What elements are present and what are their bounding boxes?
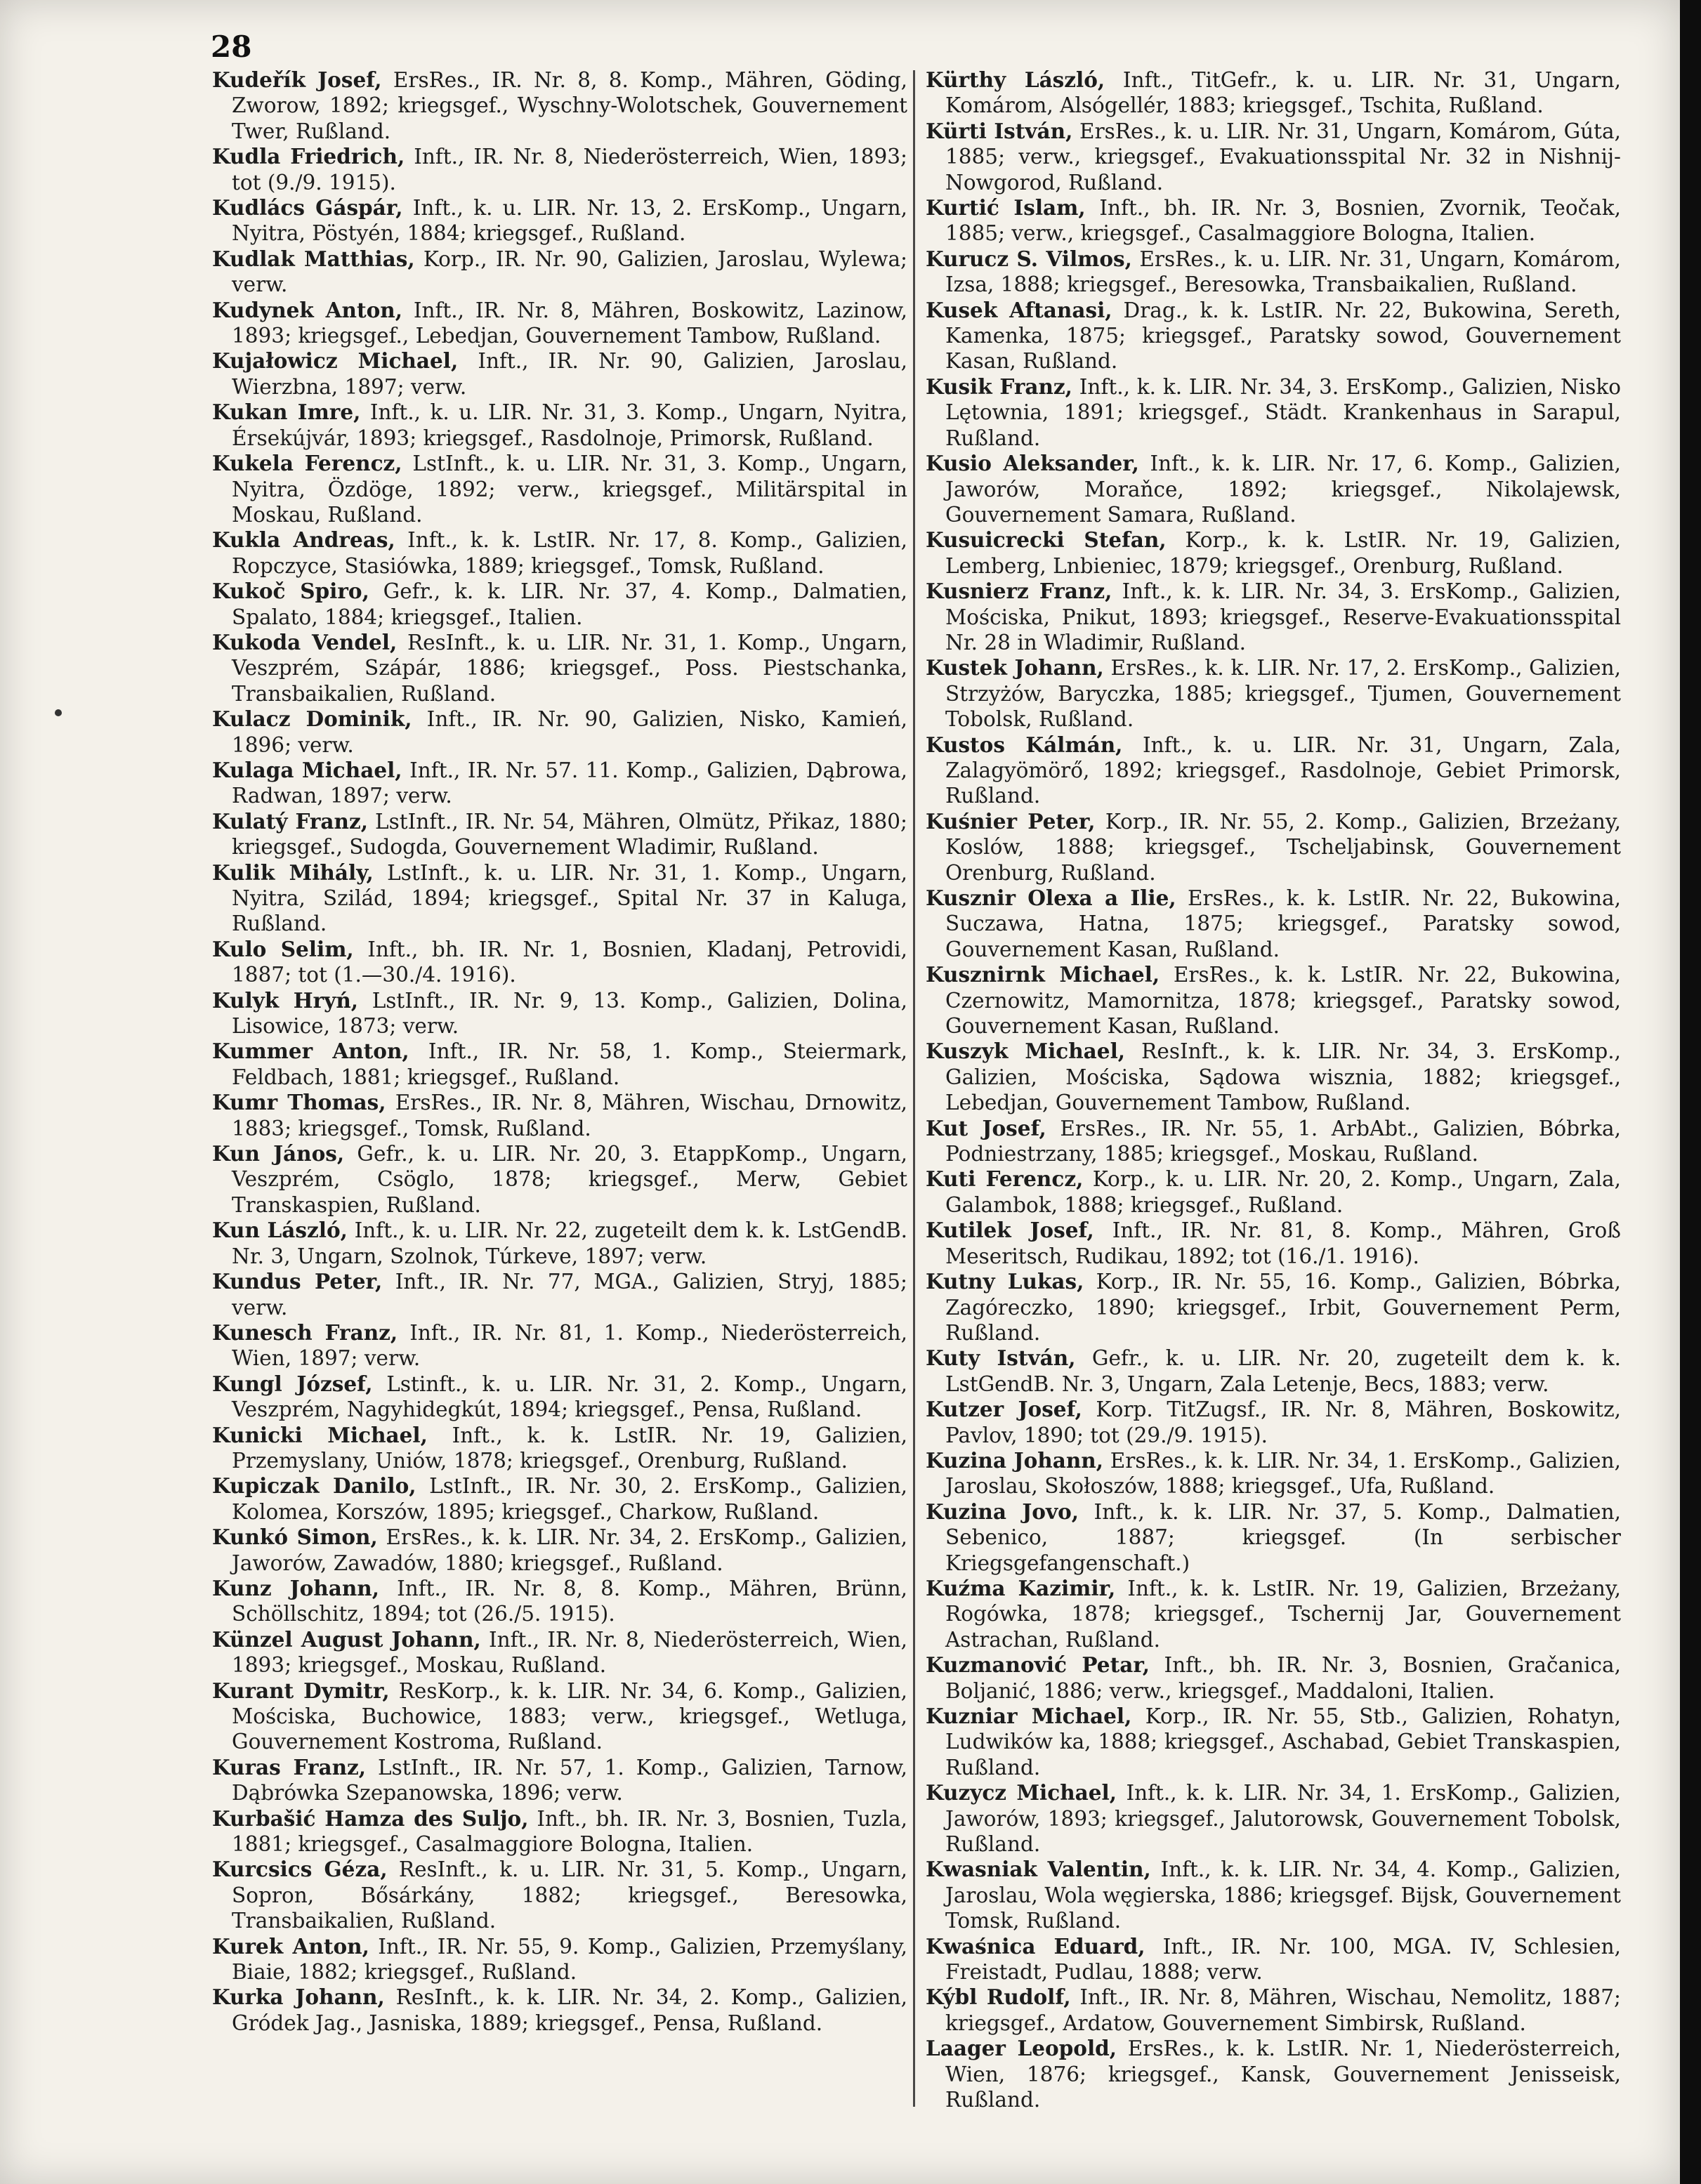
entry-name: Kustek Johann, <box>926 655 1104 680</box>
entry-name: Kwaśnica Eduard, <box>926 1933 1145 1959</box>
entry-name: Kujałowicz Michael, <box>212 348 459 374</box>
entry-details: ErsRes., IR. Nr. 55, 1. ArbAbt., Galizien, Bóbrka, Podniestrzany, 1885; kriegsgef., Moskau, Rußland. <box>945 1116 1621 1166</box>
entry-name: Kudlács Gáspár, <box>212 195 403 221</box>
entry-name: Kudla Friedrich, <box>212 144 405 169</box>
list-entry <box>926 1397 1621 1448</box>
entry-name: Kurucz S. Vilmos, <box>926 246 1132 271</box>
list-entry <box>926 451 1621 527</box>
entry-name: Kukla Andreas, <box>212 527 395 553</box>
list-entry <box>926 962 1621 1039</box>
entry-details: Inft., IR. Nr. 77, MGA., Galizien, Stryj, 1885; verw. <box>232 1270 907 1320</box>
list-entry <box>212 1218 907 1269</box>
list-entry <box>926 1448 1621 1499</box>
list-entry <box>212 809 907 860</box>
entry-name: Kurant Dymitr, <box>212 1678 390 1703</box>
entry-details: ErsRes., k. u. LIR. Nr. 31, Ungarn, Komárom, Gúta, 1885; verw., kriegsgef., Evakuationsspital Nr. 32 in Nishnij-Nowgorod, Rußland. <box>945 119 1621 195</box>
list-entry <box>212 1269 907 1320</box>
entry-details: Inft., IR. Nr. 100, MGA. IV, Schlesien, Freistadt, Pudlau, 1888; verw. <box>945 1934 1622 1985</box>
entry-name: Kurka Johann, <box>212 1985 385 2010</box>
entry-name: Kuźma Kazimir, <box>926 1575 1116 1600</box>
list-entry <box>212 400 907 451</box>
list-entry <box>212 451 907 527</box>
list-entry <box>926 1780 1621 1857</box>
left-column <box>212 67 907 2036</box>
list-entry <box>926 1346 1621 1397</box>
entry-name: Kun László, <box>212 1218 348 1243</box>
entry-details: ResInft., k. u. LIR. Nr. 31, 5. Komp., Ungarn, Sopron, Bősárkány, 1882; kriegsgef., Beresowka, Transbaikalien, Rußland. <box>232 1857 907 1933</box>
entry-details: ErsRes., k. k. LstIR. Nr. 22, Bukowina, Czernowitz, Mamornitza, 1878; kriegsgef., Paratsky sowod, Gouvernement Kasan, Rußland. <box>945 963 1621 1039</box>
entry-details: Inft., IR. Nr. 8, Mähren, Boskowitz, Lazinow, 1893; kriegsgef., Lebedjan, Gouvernement Tambow, Rußland. <box>232 298 907 348</box>
entry-name: Kurbašić Hamza des Suljo, <box>212 1805 529 1831</box>
entry-name: Kulik Mihály, <box>212 860 374 885</box>
entry-name: Kuzmanović Petar, <box>926 1652 1150 1678</box>
entry-name: Kunkó Simon, <box>212 1525 378 1550</box>
entry-details: Korp., IR. Nr. 55, 16. Komp., Galizien, Bóbrka, Zagóreczko, 1890; kriegsgef., Irbit, Gouvernement Perm, Rußland. <box>945 1270 1621 1345</box>
entry-details: ErsRes., k. k. LIR. Nr. 17, 2. ErsKomp., Galizien, Strzyżów, Baryczka, 1885; kriegsgef., Tjumen, Gouvernement Tobolsk, Rußland. <box>945 656 1621 732</box>
entry-name: Kuzina Jovo, <box>926 1499 1079 1524</box>
list-entry <box>212 195 907 246</box>
entry-details: Korp., k. u. LIR. Nr. 20, 2. Komp., Ungarn, Zala, Galambok, 1888; kriegsgef., Rußland. <box>945 1167 1621 1217</box>
entry-details: ErsRes., k. k. LstIR. Nr. 1, Niederösterreich, Wien, 1876; kriegsgef., Kansk, Gouvernement Jenisseisk, Rußland. <box>945 2037 1621 2112</box>
entry-name: Kustos Kálmán, <box>926 732 1123 757</box>
entry-details: Inft., k. u. LIR. Nr. 31, Ungarn, Zala, Zalagyömörő, 1892; kriegsgef., Rasdolnoje, Gebiet Primorsk, Rußland. <box>945 732 1621 808</box>
list-entry <box>926 732 1621 809</box>
entry-details: Inft., k. k. LIR. Nr. 34, 4. Komp., Galizien, Jaroslau, Wola węgierska, 1886; kriegsgef. Bijsk, Gouvernement Tomsk, Rußland. <box>945 1857 1621 1933</box>
entry-details: Inft., IR. Nr. 57. 11. Komp., Galizien, Dąbrowa, Radwan, 1897; verw. <box>232 758 907 808</box>
entry-name: Kuty István, <box>926 1346 1076 1371</box>
list-entry <box>212 860 907 937</box>
entry-details: Inft., IR. Nr. 90, Galizien, Jaroslau, Wierzbna, 1897; verw. <box>232 349 907 399</box>
entry-name: Kusek Aftanasi, <box>926 297 1112 322</box>
entry-details: Inft., k. u. LIR. Nr. 31, 3. Komp., Ungarn, Nyitra, Érsekújvár, 1893; kriegsgef., Rasdolnoje, Primorsk, Rußland. <box>232 400 907 450</box>
entry-details: ErsRes., k. u. LIR. Nr. 31, Ungarn, Komárom, Izsa, 1888; kriegsgef., Beresowka, Transbaikalien, Rußland. <box>945 246 1621 297</box>
entry-details: Korp., IR. Nr. 90, Galizien, Jaroslau, Wylewa; verw. <box>232 246 907 297</box>
list-entry <box>212 1627 907 1678</box>
entry-name: Kungl József, <box>212 1371 373 1396</box>
entry-name: Kýbl Rudolf, <box>926 1985 1071 2010</box>
list-entry <box>926 246 1621 298</box>
list-entry <box>926 1166 1621 1218</box>
list-entry <box>926 1934 1621 1985</box>
entry-details: Inft., IR. Nr. 90, Galizien, Nisko, Kamień, 1896; verw. <box>232 707 907 757</box>
entry-name: Kulo Selim, <box>212 936 354 961</box>
entry-name: Kunz Johann, <box>212 1575 379 1600</box>
entry-name: Kuśnier Peter, <box>926 808 1096 834</box>
entry-details: Korp., k. k. LstIR. Nr. 19, Galizien, Lemberg, Lnbieniec, 1879; kriegsgef., Orenburg, Rußland. <box>945 528 1621 578</box>
list-entry <box>926 579 1621 655</box>
entry-details: Inft., IR. Nr. 58, 1. Komp., Steiermark, Feldbach, 1881; kriegsgef., Rußland. <box>232 1039 907 1089</box>
entry-name: Kuzina Johann, <box>926 1447 1103 1473</box>
entry-name: Kurek Anton, <box>212 1933 369 1959</box>
entry-details: ResKorp., k. k. LIR. Nr. 34, 6. Komp., Galizien, Mościska, Buchowice, 1883; verw., kriegsgef., Wetluga, Gouvernement Kostroma, Rußland. <box>232 1678 907 1754</box>
entry-name: Kwasniak Valentin, <box>926 1857 1151 1882</box>
list-entry <box>212 1423 907 1474</box>
entry-details: Inft., IR. Nr. 8, Niederösterreich, Wien, 1893; tot (9./9. 1915). <box>232 145 907 195</box>
entry-details: Inft., bh. IR. Nr. 3, Bosnien, Gračanica, Boljanić, 1886; verw., kriegsgef., Maddaloni, Italien. <box>945 1653 1621 1703</box>
list-entry <box>926 1857 1621 1933</box>
entry-details: Inft., IR. Nr. 55, 9. Komp., Galizien, Przemyślany, Biaie, 1882; kriegsgef., Rußland. <box>232 1934 907 1985</box>
list-entry <box>926 67 1621 119</box>
entry-name: Kudeřík Josef, <box>212 67 382 92</box>
page-number: 28 <box>211 29 252 64</box>
entry-details: Inft., bh. IR. Nr. 3, Bosnien, Zvornik, Teočak, 1885; verw., kriegsgef., Casalmaggiore Bologna, Italien. <box>945 196 1622 246</box>
entry-details: LstInft., k. u. LIR. Nr. 31, 3. Komp., Ungarn, Nyitra, Özdöge, 1892; verw., kriegsgef., Militärspital in Moskau, Rußland. <box>232 452 907 527</box>
entry-details: ResInft., k. u. LIR. Nr. 31, 1. Komp., Ungarn, Veszprém, Szápár, 1886; kriegsgef., Poss. Piestschanka, Transbaikalien, Rußland. <box>232 630 907 706</box>
entry-details: LstInft., IR. Nr. 54, Mähren, Olmütz, Přikaz, 1880; kriegsgef., Sudogda, Gouvernement Wladimir, Rußland. <box>232 809 907 860</box>
entry-details: Inft., k. u. LIR. Nr. 13, 2. ErsKomp., Ungarn, Nyitra, Pöstyén, 1884; kriegsgef., Rußland. <box>232 196 907 246</box>
entry-name: Kuras Franz, <box>212 1754 367 1780</box>
entry-name: Kukela Ferencz, <box>212 451 402 476</box>
entry-name: Kukoč Spiro, <box>212 579 369 604</box>
list-entry <box>926 374 1621 451</box>
entry-details: Gefr., k. u. LIR. Nr. 20, 3. EtappKomp., Ungarn, Veszprém, Csöglo, 1878; kriegsgef., Merw, Gebiet Transkaspien, Rußland. <box>232 1142 907 1217</box>
list-entry <box>212 1678 907 1755</box>
list-entry <box>926 1218 1621 1269</box>
entry-name: Laager Leopold, <box>926 2036 1117 2061</box>
entry-name: Kulatý Franz, <box>212 808 368 834</box>
entry-details: LstInft., k. u. LIR. Nr. 31, 1. Komp., Ungarn, Nyitra, Szilád, 1894; kriegsgef., Spital Nr. 37 in Kaluga, Rußland. <box>232 860 907 936</box>
entry-name: Kusnierz Franz, <box>926 579 1112 604</box>
list-entry <box>212 67 907 144</box>
entry-name: Kuzniar Michael, <box>926 1704 1132 1728</box>
entry-details: Inft., bh. IR. Nr. 3, Bosnien, Tuzla, 1881; kriegsgef., Casalmaggiore Bologna, Italien. <box>232 1806 908 1857</box>
entry-name: Kutilek Josef, <box>926 1218 1094 1243</box>
entry-name: Kusik Franz, <box>926 374 1072 399</box>
entry-details: ErsRes., IR. Nr. 8, Mähren, Wischau, Drnowitz, 1883; kriegsgef., Tomsk, Rußland. <box>232 1091 908 1140</box>
entry-details: Inft., k. k. LIR. Nr. 34, 3. ErsKomp., Galizien, Nisko Lętownia, 1891; kriegsgef., Städt. Krankenhaus in Sarapul, Rußland. <box>945 374 1621 450</box>
entry-details: Inft., k. k. LIR. Nr. 34, 3. ErsKomp., Galizien, Mościska, Pnikut, 1893; kriegsgef., Reserve-Evakuationsspital Nr. 28 in Wladimir, Rußland. <box>945 579 1621 654</box>
list-entry <box>926 1704 1621 1780</box>
entry-name: Kudlak Matthias, <box>212 246 415 271</box>
entry-name: Kusznir Olexa a Ilie, <box>926 886 1176 910</box>
entry-name: Kürti István, <box>926 118 1073 143</box>
list-entry <box>212 988 907 1039</box>
list-entry <box>926 1499 1621 1576</box>
list-entry <box>212 1039 907 1090</box>
entry-name: Kuzycz Michael, <box>926 1780 1117 1805</box>
entry-details: Drag., k. k. LstIR. Nr. 22, Bukowina, Sereth, Kamenka, 1875; kriegsgef., Paratsky sowod, Gouvernement Kasan, Rußland. <box>945 298 1622 374</box>
entry-details: ErsRes., k. k. LIR. Nr. 34, 2. ErsKomp., Galizien, Jaworów, Zawadów, 1880; kriegsgef., Rußland. <box>232 1525 907 1575</box>
entry-name: Kukoda Vendel, <box>212 629 398 654</box>
list-entry <box>212 1576 907 1627</box>
entry-name: Kummer Anton, <box>212 1039 409 1064</box>
entry-details: Lstinft., k. u. LIR. Nr. 31, 2. Komp., Ungarn, Veszprém, Nagyhidegkút, 1894; kriegsgef., Pensa, Rußland. <box>232 1371 907 1422</box>
list-entry <box>212 758 907 809</box>
entry-name: Kuti Ferencz, <box>926 1166 1084 1192</box>
list-entry <box>212 579 907 630</box>
entry-name: Kutzer Josef, <box>926 1397 1082 1422</box>
entry-name: Kürthy László, <box>926 67 1105 92</box>
list-entry <box>212 1806 907 1857</box>
entry-name: Kun János, <box>212 1141 345 1166</box>
list-entry <box>212 1141 907 1218</box>
entry-details: Inft., k. k. LstIR. Nr. 19, Galizien, Brzeżany, Rogówka, 1878; kriegsgef., Tschernij Jar, Gouvernement Astrachan, Rußland. <box>945 1576 1621 1652</box>
entry-name: Kulaga Michael, <box>212 757 402 782</box>
list-entry <box>212 246 907 298</box>
scan-edge <box>1680 0 1701 2184</box>
list-entry <box>926 119 1621 195</box>
list-entry <box>926 195 1621 246</box>
entry-name: Kurcsics Géza, <box>212 1857 388 1882</box>
entry-details: ErsRes., IR. Nr. 8, 8. Komp., Mähren, Göding, Zworow, 1892; kriegsgef., Wyschny-Wolotschek, Gouvernement Twer, Rußland. <box>232 68 907 143</box>
entry-name: Kumr Thomas, <box>212 1090 386 1115</box>
entry-name: Kutny Lukas, <box>926 1269 1084 1294</box>
entry-details: LstInft., IR. Nr. 30, 2. ErsKomp., Galizien, Kolomea, Korszów, 1895; kriegsgef., Charkow, Rußland. <box>232 1474 907 1524</box>
list-entry <box>926 298 1621 374</box>
entry-name: Kut Josef, <box>926 1115 1046 1140</box>
list-entry <box>926 1652 1621 1704</box>
list-entry <box>212 937 907 988</box>
list-entry <box>926 527 1621 579</box>
column-divider <box>913 70 915 2107</box>
list-entry <box>212 527 907 579</box>
list-entry <box>926 1985 1621 2036</box>
entry-details: Korp., IR. Nr. 55, 2. Komp., Galizien, Brzeżany, Koslów, 1888; kriegsgef., Tscheljabinsk, Gouvernement Orenburg, Rußland. <box>945 809 1621 885</box>
entry-name: Kurtić Islam, <box>926 195 1086 221</box>
list-entry <box>926 1576 1621 1652</box>
list-entry <box>212 1090 907 1141</box>
list-entry <box>926 655 1621 732</box>
list-entry <box>926 809 1621 886</box>
list-entry <box>212 630 907 706</box>
entry-details: Inft., k. k. LIR. Nr. 34, 1. ErsKomp., Galizien, Jaworów, 1893; kriegsgef., Jalutorowsk, Gouvernement Tobolsk, Rußland. <box>945 1781 1621 1857</box>
entry-details: Inft., IR. Nr. 8, Niederösterreich, Wien, 1893; kriegsgef., Moskau, Rußland. <box>232 1627 907 1678</box>
entry-name: Kundus Peter, <box>212 1269 383 1294</box>
ink-spot <box>55 709 62 716</box>
list-entry <box>926 2036 1621 2112</box>
list-entry <box>926 1116 1621 1167</box>
list-entry <box>926 1039 1621 1115</box>
list-entry <box>212 348 907 400</box>
list-entry <box>926 886 1621 962</box>
entry-details: Inft., IR. Nr. 81, 8. Komp., Mähren, Groß Meseritsch, Rudikau, 1892; tot (16./1. 1916). <box>945 1218 1622 1268</box>
entry-details: Inft., IR. Nr. 81, 1. Komp., Niederösterreich, Wien, 1897; verw. <box>232 1320 907 1371</box>
list-entry <box>212 144 907 195</box>
list-entry <box>212 298 907 349</box>
entry-name: Kulyk Hryń, <box>212 987 359 1013</box>
entry-name: Kusuicrecki Stefan, <box>926 527 1167 553</box>
entry-details: Inft., k. k. LstIR. Nr. 17, 8. Komp., Galizien, Ropczyce, Stasiówka, 1889; kriegsgef., Tomsk, Rußland. <box>232 528 907 578</box>
entry-details: Korp., IR. Nr. 55, Stb., Galizien, Rohatyn, Ludwików ka, 1888; kriegsgef., Aschabad, Gebiet Transkaspien, Rußland. <box>945 1704 1621 1780</box>
list-entry <box>212 1371 907 1423</box>
entry-name: Kunesch Franz, <box>212 1320 398 1345</box>
entry-details: Gefr., k. k. LIR. Nr. 37, 4. Komp., Dalmatien, Spalato, 1884; kriegsgef., Italien. <box>232 579 907 629</box>
list-entry <box>212 1934 907 1985</box>
right-column <box>926 67 1621 2113</box>
entry-details: ResInft., k. k. LIR. Nr. 34, 3. ErsKomp., Galizien, Mościska, Sądowa wisznia, 1882; kriegsgef., Lebedjan, Gouvernement Tambow, Rußland. <box>945 1039 1621 1115</box>
list-entry <box>212 1755 907 1806</box>
entry-details: Inft., k. u. LIR. Nr. 22, zugeteilt dem k. k. LstGendB. Nr. 3, Ungarn, Szolnok, Túrkeve, 1897; verw. <box>232 1218 908 1268</box>
entry-details: Inft., k. k. LIR. Nr. 17, 6. Komp., Galizien, Jaworów, Moraňce, 1892; kriegsgef., Nikolajewsk, Gouvernement Samara, Rußland. <box>945 452 1621 527</box>
entry-details: LstInft., IR. Nr. 9, 13. Komp., Galizien, Dolina, Lisowice, 1873; verw. <box>232 988 907 1039</box>
entry-details: ResInft., k. k. LIR. Nr. 34, 2. Komp., Galizien, Gródek Jag., Jasniska, 1889; kriegsgef., Pensa, Rußland. <box>232 1985 907 2035</box>
entry-name: Kunicki Michael, <box>212 1422 428 1447</box>
list-entry <box>212 1473 907 1525</box>
entry-details: Inft., bh. IR. Nr. 1, Bosnien, Kladanj, Petrovidi, 1887; tot (1.—30./4. 1916). <box>232 937 907 987</box>
entry-details: ErsRes., k. k. LstIR. Nr. 22, Bukowina, Suczawa, Hatna, 1875; kriegsgef., Paratsky sowod, Gouvernement Kasan, Rußland. <box>945 886 1621 961</box>
entry-details: Inft., IR. Nr. 8, Mähren, Wischau, Nemolitz, 1887; kriegsgef., Ardatow, Gouvernement Simbirsk, Rußland. <box>945 1985 1621 2035</box>
entry-name: Kupiczak Danilo, <box>212 1473 416 1499</box>
list-entry <box>212 1985 907 2036</box>
entry-details: Inft., k. k. LstIR. Nr. 19, Galizien, Przemyslany, Uniów, 1878; kriegsgef., Orenburg, Rußland. <box>232 1423 908 1473</box>
entry-name: Kusznirnk Michael, <box>926 962 1160 987</box>
entry-name: Künzel August Johann, <box>212 1626 481 1652</box>
list-entry <box>212 1857 907 1933</box>
entry-details: Inft., TitGefr., k. u. LIR. Nr. 31, Ungarn, Komárom, Alsógellér, 1883; kriegsgef., Tschita, Rußland. <box>945 68 1621 118</box>
entry-details: Inft., k. k. LIR. Nr. 37, 5. Komp., Dalmatien, Sebenico, 1887; kriegsgef. (In serbischer Kriegsgefangenschaft.) <box>945 1499 1621 1575</box>
entry-details: ErsRes., k. k. LIR. Nr. 34, 1. ErsKomp., Galizien, Jaroslau, Skołoszów, 1888; kriegsgef., Ufa, Rußland. <box>945 1448 1621 1499</box>
list-entry <box>212 706 907 758</box>
entry-name: Kusio Aleksander, <box>926 451 1139 476</box>
list-entry <box>212 1320 907 1371</box>
entry-name: Kukan Imre, <box>212 400 361 425</box>
entry-name: Kuszyk Michael, <box>926 1039 1126 1064</box>
entry-details: Gefr., k. u. LIR. Nr. 20, zugeteilt dem k. k. LstGendB. Nr. 3, Ungarn, Zala Letenje, Becs, 1883; verw. <box>945 1346 1621 1396</box>
list-entry <box>926 1269 1621 1346</box>
list-entry <box>212 1525 907 1576</box>
entry-details: LstInft., IR. Nr. 57, 1. Komp., Galizien, Tarnow, Dąbrówka Szepanowska, 1896; verw. <box>232 1755 907 1805</box>
entry-details: Inft., IR. Nr. 8, 8. Komp., Mähren, Brünn, Schöllschitz, 1894; tot (26./5. 1915). <box>232 1576 907 1626</box>
entry-details: Korp. TitZugsf., IR. Nr. 8, Mähren, Boskowitz, Pavlov, 1890; tot (29./9. 1915). <box>945 1397 1621 1447</box>
entry-name: Kudynek Anton, <box>212 297 402 322</box>
entry-name: Kulacz Dominik, <box>212 706 412 732</box>
